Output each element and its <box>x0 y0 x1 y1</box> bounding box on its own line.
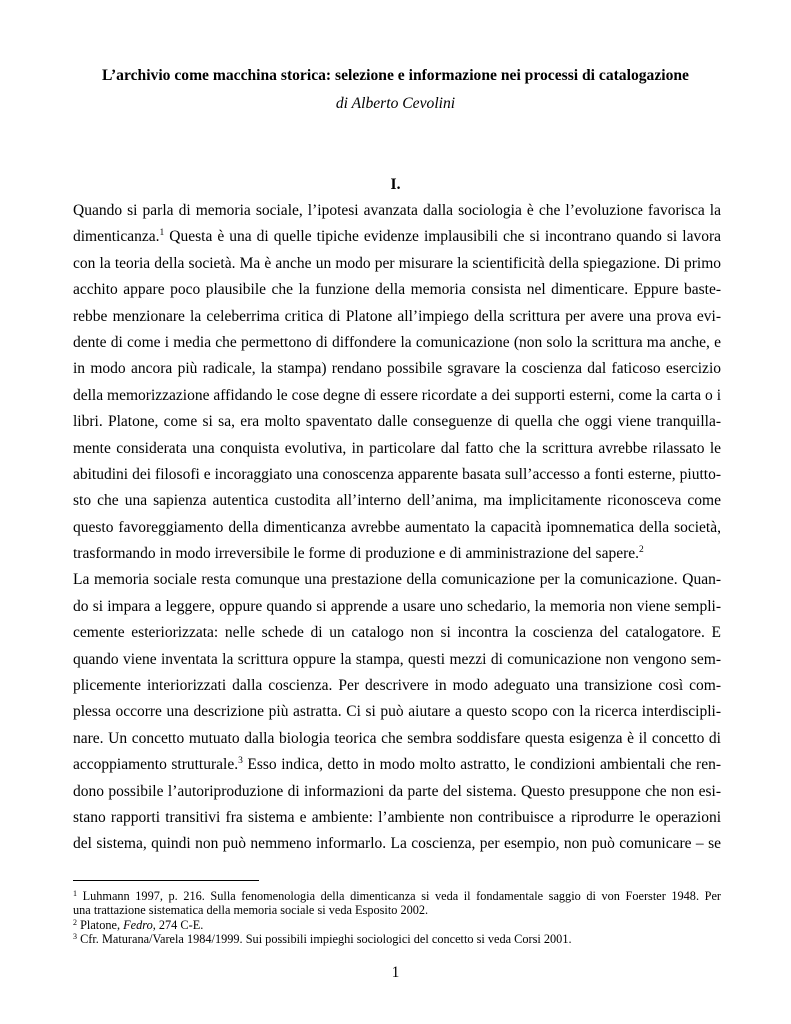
footnote-reference[interactable]: 3 <box>238 756 243 767</box>
body-line-text: trasformando in modo irreversibile le forme di produzione e di amministrazione del sapere. <box>73 545 639 563</box>
body-line <box>73 701 721 727</box>
body-line-text: sto che una sapienza autentica custodita all’interno dell’anima, ma implicitamente riconosceva come <box>73 492 721 510</box>
body-line <box>73 728 721 754</box>
body-line <box>73 490 721 516</box>
body-line <box>73 649 721 675</box>
body-line-text: della memorizzazione affidando le cose degne di essere ricordate a dei supporti esterni, come la carta o i <box>73 386 721 404</box>
body-line-text: accoppiamento strutturale. <box>73 756 239 774</box>
footnote-1-continued <box>73 903 721 917</box>
body-line-text: Esso indica, detto in modo molto astratto, le condizioni ambientali che ren- <box>242 756 721 774</box>
body-line <box>73 332 721 358</box>
body-line-text: mente considerata una conquista evolutiva, in particolare dal fatto che la scrittura avrebbe rilassato le <box>73 439 721 457</box>
footnote-3 <box>73 932 721 946</box>
footnote-text: Luhmann 1997, p. 216. Sulla fenomenologia della dimenticanza si veda il fondamentale saggio di von Foerster 1948. Per <box>82 889 721 903</box>
author-byline: di Alberto Cevolini <box>335 95 456 112</box>
body-line-text: quando viene inventata la scrittura oppure la stampa, questi mezzi di comunicazione non vengono sem- <box>73 650 721 668</box>
body-line-text: plicemente interiorizzati dalla coscienza. Per descrivere in modo adeguato una transizione così com- <box>73 677 721 695</box>
body-line <box>73 596 721 622</box>
body-line <box>73 200 721 226</box>
footnote-separator <box>73 880 259 881</box>
section-heading: I. <box>390 176 401 193</box>
body-line <box>73 543 721 569</box>
body-line-text: libri. Platone, come si sa, era molto spaventato dalle conseguenze di quella che oggi viene tranquilla- <box>73 413 721 431</box>
body-line-text: dente di come i media che permettono di diffondere la comunicazione (non solo la scrittura ma anche, e <box>73 333 721 351</box>
body-line-text: questo favoreggiamento della dimenticanza avrebbe aumentato la capacità ipomnematica della società, <box>73 518 721 536</box>
body-line <box>73 622 721 648</box>
footnote-marker: 3 <box>73 932 77 942</box>
body-line <box>73 385 721 411</box>
footnote-reference[interactable]: 2 <box>639 545 644 556</box>
body-line <box>73 226 721 252</box>
footnote-text: Platone, <box>80 917 124 932</box>
body-line-text: cemente esteriorizzata: nelle schede di un catalogo non si incontra la coscienza del catalogatore. E <box>73 624 721 642</box>
body-line-text: dono possibile l’autoriproduzione di informazioni da parte del sistema. Questo presuppone che non esi- <box>73 782 721 800</box>
body-line <box>73 517 721 543</box>
body-line-text: do si impara a leggere, oppure quando si apprende a usare uno schedario, la memoria non viene sempli- <box>73 597 721 615</box>
body-line-text: Quando si parla di memoria sociale, l’ipotesi avanzata dalla sociologia è che l’evoluzione favorisca la <box>73 202 721 219</box>
body-line <box>73 833 721 859</box>
body-line-text: abitudini dei filosofi e incoraggiato una conoscenza apparente basata sull’accesso a fonti esterne, piutto- <box>73 465 721 483</box>
footnote-text: , 274 C-E. <box>152 917 204 932</box>
body-line-text: plessa occorre una descrizione più astratta. Ci si può aiutare a questo scopo con la ricerca interdiscipli- <box>73 703 721 721</box>
body-line <box>73 438 721 464</box>
footnote-text: una trattazione sistematica della memoria sociale si veda Esposito 2002. <box>73 903 429 918</box>
body-line-text: con la teoria della società. Ma è anche un modo per misurare la scientificità della spiegazione. Di primo <box>73 254 721 272</box>
document-title: L’archivio come macchina storica: selezione e informazione nei processi di catalogazione <box>102 67 689 84</box>
body-line <box>73 253 721 279</box>
footnote-2 <box>73 918 721 932</box>
footnote-work-title: Fedro <box>123 917 153 932</box>
body-line <box>73 306 721 332</box>
body-line-text: in modo ancora più radicale, la stampa) rendano possibile sgravare la coscienza dal faticoso esercizio <box>73 360 721 378</box>
footnote-text: Cfr. Maturana/Varela 1984/1999. Sui possibili impieghi sociologici del concetto si veda Corsi 2001. <box>80 932 572 947</box>
body-line <box>73 754 721 780</box>
body-line <box>73 675 721 701</box>
body-line-text: acchito appare poco plausibile che la funzione della memoria consista nel dimenticare. Eppure baste- <box>73 281 721 299</box>
body-line <box>73 569 721 595</box>
body-line <box>73 279 721 305</box>
footnotes <box>73 889 721 947</box>
body-line-text: nare. Un concetto mutuato dalla biologia teorica che sembra soddisfare questa esigenza è il concetto di <box>73 729 721 747</box>
body-line <box>73 807 721 833</box>
body-text <box>73 200 721 860</box>
body-line <box>73 464 721 490</box>
footnote-1 <box>73 889 721 903</box>
body-line <box>73 411 721 437</box>
page-number: 1 <box>391 964 400 981</box>
footnote-marker: 1 <box>73 889 77 898</box>
footnote-reference[interactable]: 1 <box>159 228 165 239</box>
body-line-text: La memoria sociale resta comunque una prestazione della comunicazione per la comunicazione. Quan- <box>73 571 721 589</box>
body-line-text: del sistema, quindi non può nemmeno informarlo. La coscienza, per esempio, non può comunicare – se <box>73 835 721 853</box>
body-line <box>73 358 721 384</box>
body-line-text: Questa è una di quelle tipiche evidenze implausibili che si incontrano quando si lavora <box>164 228 721 246</box>
body-line-text: stano rapporti transitivi fra sistema e ambiente: l’ambiente non contribuisce a riprodurre le operazioni <box>73 808 721 826</box>
body-line <box>73 781 721 807</box>
footnote-marker: 2 <box>73 917 77 927</box>
body-line-text: rebbe menzionare la celeberrima critica di Platone all’impiego della scrittura per avere una prova evi- <box>73 307 721 325</box>
body-line-text: dimenticanza. <box>73 228 160 246</box>
